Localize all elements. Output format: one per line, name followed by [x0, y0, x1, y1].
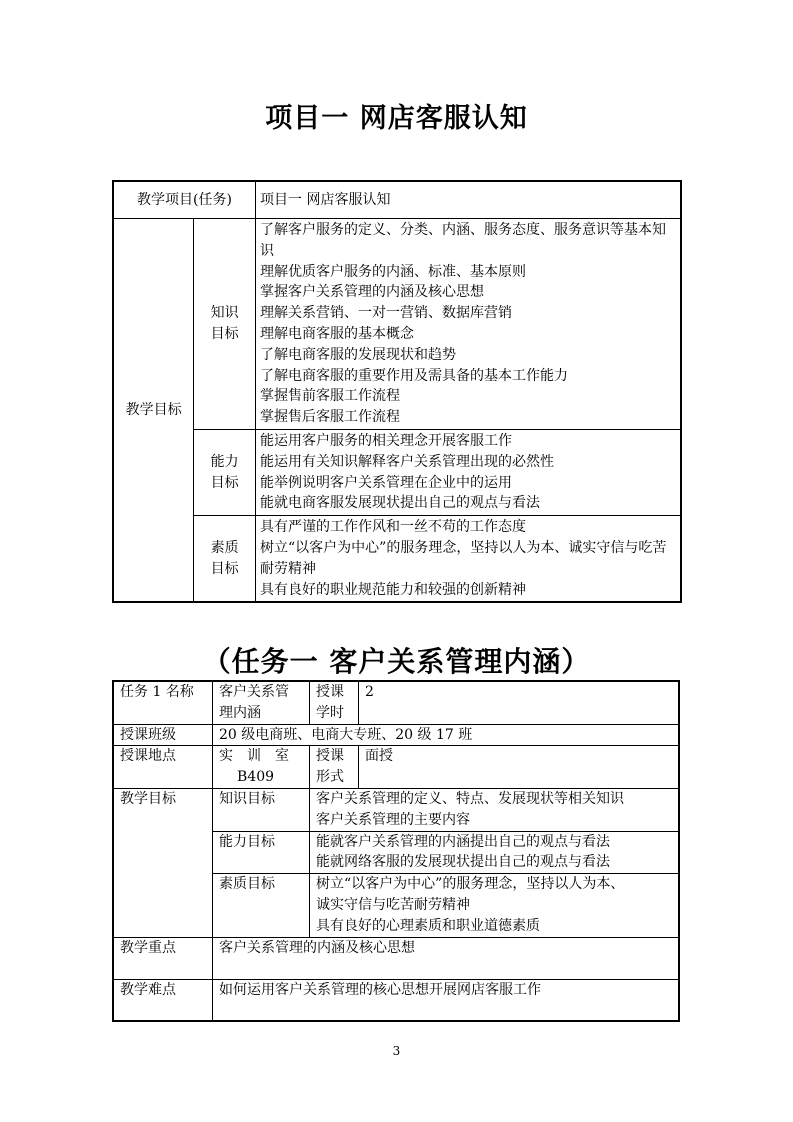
quality-item: 树立“以客户为中心”的服务理念，坚持以人为本、诚实守信与吃苦耐劳精神 — [260, 539, 667, 577]
knowledge-item: 了解电商客服的发展现状和趋势 — [260, 346, 456, 363]
class-label: 授课班级 — [120, 726, 176, 743]
task-name-line1: 客户关系管 — [219, 684, 289, 700]
quality-label-line2: 目标 — [210, 560, 239, 577]
task-name-line2: 理内涵 — [219, 704, 261, 721]
ability2-item: 能就客户关系管理的内涵提出自己的观点与看法 — [316, 833, 610, 850]
objectives-label: 教学目标 — [125, 401, 182, 418]
class-value: 20 级电商班、电商大专班、20 级 17 班 — [219, 726, 473, 743]
quality2-items-cell — [310, 874, 680, 937]
objectives-label-cell — [113, 219, 194, 603]
ability2-label-cell — [213, 831, 310, 874]
quality2-item: 具有良好的心理素质和职业道德素质 — [316, 917, 540, 934]
knowledge2-items-cell — [310, 788, 680, 831]
knowledge-item: 了解客户服务的定义、分类、内涵、服务态度、服务意识等基本知识 — [260, 222, 666, 259]
objectives2-label-cell — [113, 788, 213, 937]
knowledge2-label-cell — [213, 788, 310, 831]
knowledge-item: 理解关系营销、一对一营销、数据库营销 — [260, 305, 512, 322]
knowledge2-label: 知识目标 — [219, 790, 275, 807]
ability-label-line1: 能力 — [210, 453, 239, 470]
hours-label-line2: 学时 — [316, 704, 344, 721]
header-label: 教学项目(任务) — [137, 191, 232, 208]
key-value: 客户关系管理的内涵及核心思想 — [219, 939, 415, 956]
quality-item: 具有良好的职业规范能力和较强的创新精神 — [260, 581, 526, 598]
task-name-cell — [213, 681, 310, 724]
project-title: 项目一 网店客服认知 — [265, 103, 528, 134]
key-label-cell — [113, 937, 213, 979]
knowledge-label-line2: 目标 — [210, 325, 239, 342]
location-label: 授课地点 — [120, 748, 176, 765]
hours-value-cell — [359, 681, 680, 724]
form-label-cell — [310, 746, 359, 789]
location-line1: 实 训 室 — [219, 748, 289, 765]
ability-item: 能运用有关知识解释客户关系管理出现的必然性 — [260, 453, 554, 470]
ability-item: 能运用客户服务的相关理念开展客服工作 — [260, 432, 512, 449]
knowledge-label-line1: 知识 — [210, 305, 239, 322]
quality-items-cell — [256, 516, 682, 603]
task-name-label-cell — [113, 681, 213, 724]
ability-label-line2: 目标 — [210, 474, 239, 491]
knowledge2-item: 客户关系管理的定义、特点、发展现状等相关知识 — [316, 790, 624, 807]
knowledge-item: 了解电商客服的重要作用及需具备的基本工作能力 — [260, 367, 568, 384]
page-number: 3 — [392, 1044, 401, 1058]
key-value-cell — [213, 937, 680, 979]
ability-label-cell — [194, 429, 256, 515]
ability-item: 能就电商客服发展现状提出自己的观点与看法 — [260, 495, 540, 512]
quality-item: 具有严谨的工作作风和一丝不苟的工作态度 — [260, 519, 526, 536]
quality-label-line1: 素质 — [210, 539, 239, 556]
task-name-label: 任务 1 名称 — [120, 684, 194, 700]
header-label-cell — [113, 181, 256, 219]
project-overview-table — [112, 180, 682, 603]
difficulty-label: 教学难点 — [120, 981, 176, 998]
quality-label-cell — [194, 516, 256, 603]
location-line2: B409 — [237, 769, 275, 786]
knowledge-item: 理解优质客户服务的内涵、标准、基本原则 — [260, 263, 526, 280]
form-value: 面授 — [365, 748, 393, 765]
ability-item: 能举例说明客户关系管理在企业中的运用 — [260, 474, 512, 491]
knowledge-items-cell — [256, 219, 682, 430]
form-label-line1: 授课 — [316, 748, 344, 765]
location-value-cell — [213, 746, 310, 789]
objectives2-label: 教学目标 — [120, 790, 176, 807]
header-value: 项目一 网店客服认知 — [260, 191, 391, 208]
form-value-cell — [359, 746, 680, 789]
knowledge-label-cell — [194, 219, 256, 430]
quality2-item: 诚实守信与吃苦耐劳精神 — [316, 896, 470, 913]
ability2-items-cell — [310, 831, 680, 874]
ability2-label: 能力目标 — [219, 833, 275, 850]
location-label-cell — [113, 746, 213, 789]
quality2-label: 素质目标 — [219, 876, 275, 893]
difficulty-value-cell — [213, 979, 680, 1021]
quality2-label-cell — [213, 874, 310, 937]
difficulty-value: 如何运用客户关系管理的核心思想开展网店客服工作 — [219, 981, 541, 998]
class-label-cell — [113, 724, 213, 746]
quality2-item: 树立“以客户为中心”的服务理念，坚持以人为本、 — [316, 876, 625, 893]
task-detail-table — [112, 680, 680, 1022]
knowledge-item: 掌握售前客服工作流程 — [260, 388, 400, 405]
form-label-line2: 形式 — [316, 769, 344, 786]
difficulty-label-cell — [113, 979, 213, 1021]
hours-label-cell — [310, 681, 359, 724]
knowledge-item: 掌握客户关系管理的内涵及核心思想 — [260, 284, 484, 301]
knowledge-item: 掌握售后客服工作流程 — [260, 409, 400, 426]
hours-value: 2 — [365, 684, 374, 700]
header-value-cell — [256, 181, 682, 219]
knowledge2-item: 客户关系管理的主要内容 — [316, 811, 470, 828]
hours-label-line1: 授课 — [316, 684, 344, 700]
ability-items-cell — [256, 429, 682, 515]
task-title: （任务一 客户关系管理内涵） — [202, 645, 591, 678]
ability2-item: 能就网络客服的发展现状提出自己的观点与看法 — [316, 854, 610, 871]
key-label: 教学重点 — [120, 939, 176, 956]
class-value-cell — [213, 724, 680, 746]
knowledge-item: 理解电商客服的基本概念 — [260, 325, 414, 342]
